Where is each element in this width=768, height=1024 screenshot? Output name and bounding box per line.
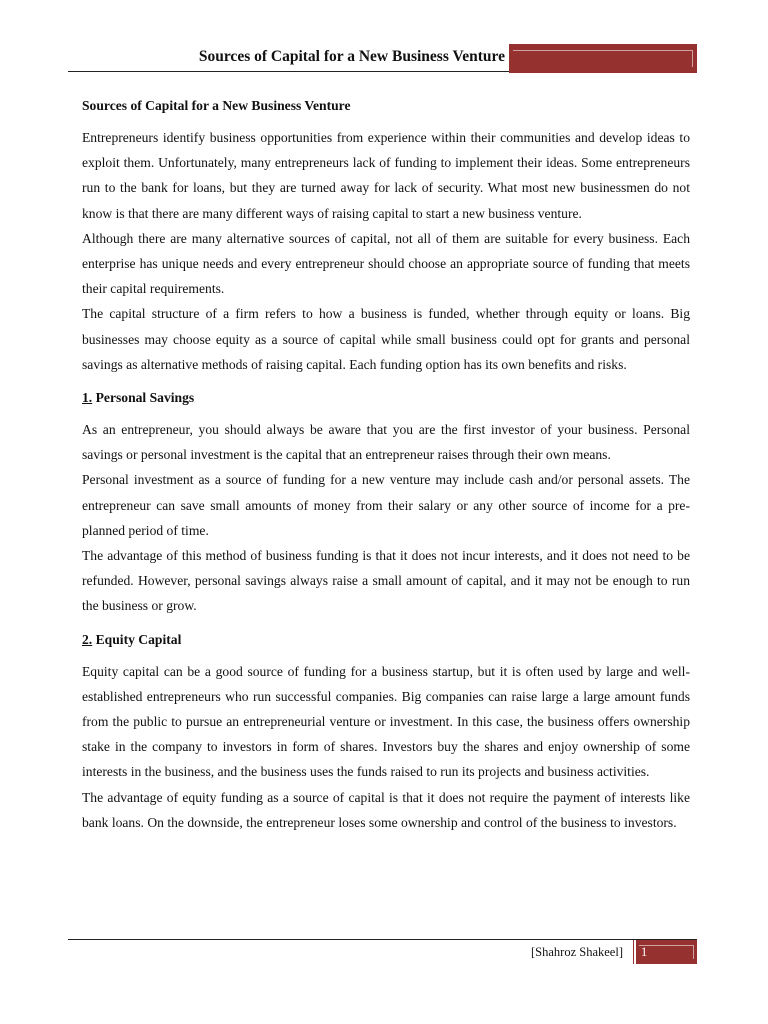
header-rule: [68, 71, 509, 72]
heading-personal-savings: [82, 385, 690, 410]
document-body: [82, 92, 690, 835]
heading-text: Personal Savings: [95, 390, 195, 406]
section-paragraph: As an entrepreneur, you should always be aware that you are the first investor of your business. Personal savings or personal investment is the capital that an entrepreneur raises through their own means.: [82, 422, 690, 463]
footer-rule: [68, 939, 697, 940]
heading-text: Equity Capital: [95, 631, 182, 647]
section-paragraph: The advantage of equity funding as a source of capital is that it does not require the payment of interests like bank loans. On the downside, the entrepreneur loses some ownership and control of the business to investors.: [82, 789, 690, 830]
footer-separator: [633, 940, 634, 964]
section-title: Sources of Capital for a New Business Venture: [82, 98, 351, 113]
section-paragraph: The advantage of this method of business funding is that it does not incur interests, and it does not need to be refunded. However, personal savings always raise a small amount of capital, and it may not be enough to run the business or grow.: [82, 548, 690, 614]
header-title: Sources of Capital for a New Business Venture: [198, 48, 505, 65]
footer-author: [Shahroz Shakeel]: [531, 945, 623, 959]
footer-page-block: [636, 940, 697, 964]
intro-paragraph: Although there are many alternative sources of capital, not all of them are suitable for every business. Each enterprise has unique needs and every entrepreneur should choose an appropriate source of funding that meets their capital requirements.: [82, 230, 690, 297]
page-header: [68, 44, 697, 74]
header-accent-block: [509, 44, 697, 73]
section-paragraph: Equity capital can be a good source of funding for a business startup, but it is often used by large and well-established entrepreneurs who run successful companies. Big companies can raise large a large amount funds from the public to pursue an entrepreneurial venture or investment. In this case, the business offers ownership stake in the company to investors in form of shares. Investors buy the shares and enjoy ownership of some interests in the business, and the business uses the funds raised to run its projects and business activities.: [82, 663, 690, 780]
section-paragraph: Personal investment as a source of funding for a new venture may include cash and/or personal assets. The entrepreneur can save small amounts of money from their salary or any other source of income for a pre-planned period of time.: [82, 472, 690, 538]
heading-equity-capital: [82, 627, 690, 652]
heading-number: 1.: [82, 390, 93, 406]
heading-number: 2.: [82, 631, 93, 647]
intro-paragraph: The capital structure of a firm refers to how a business is funded, whether through equity or loans. Big businesses may choose equity as a source of capital while small business could opt for grants and personal savings as alternative methods of raising capital. Each funding option has its own benefits and risks.: [82, 306, 690, 372]
page-number: 1: [641, 945, 648, 959]
intro-paragraph: Entrepreneurs identify business opportunities from experience within their communities and develop ideas to exploit them. Unfortunately, many entrepreneurs lack of funding to implement their ideas. Some entrepreneurs run to the bank for loans, but they are turned away for lack of security. What most new businessmen do not know is that there are many different ways of raising capital to start a new business venture.: [82, 130, 690, 221]
